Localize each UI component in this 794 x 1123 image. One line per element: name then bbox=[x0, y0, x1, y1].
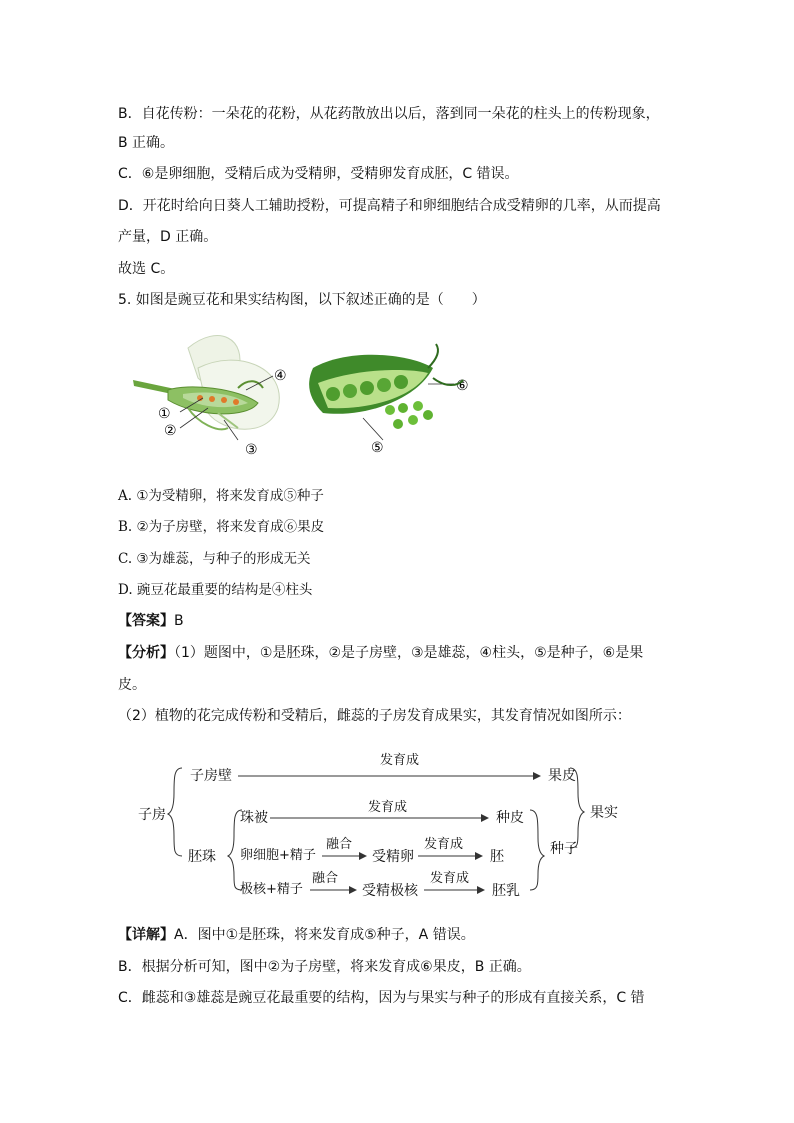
text-line: 产量，D 正确。 bbox=[118, 229, 218, 245]
node-fertilized-polar: 受精极核 bbox=[362, 883, 418, 899]
analysis-tag: 【分析】 bbox=[118, 645, 174, 661]
node-fruit: 果实 bbox=[590, 805, 618, 821]
label-6: ⑥ bbox=[456, 378, 469, 394]
detail-text: A．图中①是胚珠，将来发育成⑤种子，A 错误。 bbox=[174, 927, 475, 943]
question-stem: 5. 如图是豌豆花和果实结构图，以下叙述正确的是（ ） bbox=[118, 292, 486, 308]
text-line: B．自花传粉：一朵花的花粉，从花药散放出以后，落到同一朵花的柱头上的传粉现象， bbox=[118, 106, 660, 122]
development-diagram bbox=[130, 748, 650, 908]
label-fuse-1: 融合 bbox=[326, 837, 353, 852]
label-develops-2: 发育成 bbox=[368, 800, 408, 815]
node-zygote: 受精卵 bbox=[372, 849, 414, 865]
option-b: B. ②为子房壁，将来发育成⑥果皮 bbox=[118, 519, 325, 535]
label-develops-4: 发育成 bbox=[430, 871, 470, 886]
option-c: C. ③为雄蕊，与种子的形成无关 bbox=[118, 551, 311, 567]
pea-flower-illustration bbox=[133, 336, 279, 430]
label-develops-1: 发育成 bbox=[380, 753, 420, 768]
text-line: C．⑥是卵细胞，受精后成为受精卵，受精卵发育成胚，C 错误。 bbox=[118, 166, 519, 182]
node-endosperm: 胚乳 bbox=[492, 883, 520, 899]
answer-value: B bbox=[174, 613, 184, 629]
node-seed: 种子 bbox=[550, 841, 578, 857]
label-develops-3: 发育成 bbox=[424, 837, 464, 852]
text-line: 故选 C。 bbox=[118, 261, 175, 277]
label-4: ④ bbox=[274, 368, 287, 384]
label-1: ① bbox=[158, 406, 171, 422]
analysis-line-3: （2）植物的花完成传粉和受精后，雌蕊的子房发育成果实，其发育情况如图所示： bbox=[118, 708, 631, 724]
option-d: D. 豌豆花最重要的结构是④柱头 bbox=[118, 582, 313, 598]
node-ovary-wall: 子房壁 bbox=[190, 768, 232, 784]
option-a: A. ①为受精卵，将来发育成⑤种子 bbox=[118, 488, 324, 504]
detail-line-1 bbox=[118, 925, 475, 945]
text-line: D．开花时给向日葵人工辅助授粉，可提高精子和卵细胞结合成受精卵的几率，从而提高 bbox=[118, 198, 661, 214]
label-5: ⑤ bbox=[371, 440, 384, 456]
analysis-line-1 bbox=[118, 643, 643, 663]
analysis-line-2: 皮。 bbox=[118, 677, 146, 693]
detail-line-3: C．雌蕊和③雄蕊是豌豆花最重要的结构，因为与果实与种子的形成有直接关系，C 错 bbox=[118, 990, 645, 1006]
node-integument: 珠被 bbox=[240, 810, 268, 826]
pea-pod-illustration bbox=[309, 344, 463, 429]
detail-tag: 【详解】 bbox=[118, 927, 174, 943]
node-embryo: 胚 bbox=[490, 849, 504, 865]
label-3: ③ bbox=[245, 442, 258, 458]
node-polar-sperm: 极核+精子 bbox=[240, 882, 303, 897]
answer-tag: 【答案】 bbox=[118, 613, 174, 629]
text-line: B 正确。 bbox=[118, 135, 175, 151]
label-2: ② bbox=[164, 423, 177, 439]
node-ovule: 胚珠 bbox=[188, 849, 216, 865]
detail-line-2: B．根据分析可知，图中②为子房壁，将来发育成⑥果皮，B 正确。 bbox=[118, 959, 531, 975]
node-egg-sperm: 卵细胞+精子 bbox=[240, 848, 316, 863]
answer-line bbox=[118, 611, 184, 631]
pea-structure-figure bbox=[128, 328, 508, 463]
node-seed-coat: 种皮 bbox=[496, 810, 524, 826]
analysis-text: （1）题图中，①是胚珠，②是子房壁，③是雄蕊，④柱头，⑤是种子，⑥是果 bbox=[174, 645, 644, 661]
node-pericarp: 果皮 bbox=[548, 768, 576, 784]
label-fuse-2: 融合 bbox=[312, 871, 339, 886]
node-ovary: 子房 bbox=[138, 807, 166, 823]
